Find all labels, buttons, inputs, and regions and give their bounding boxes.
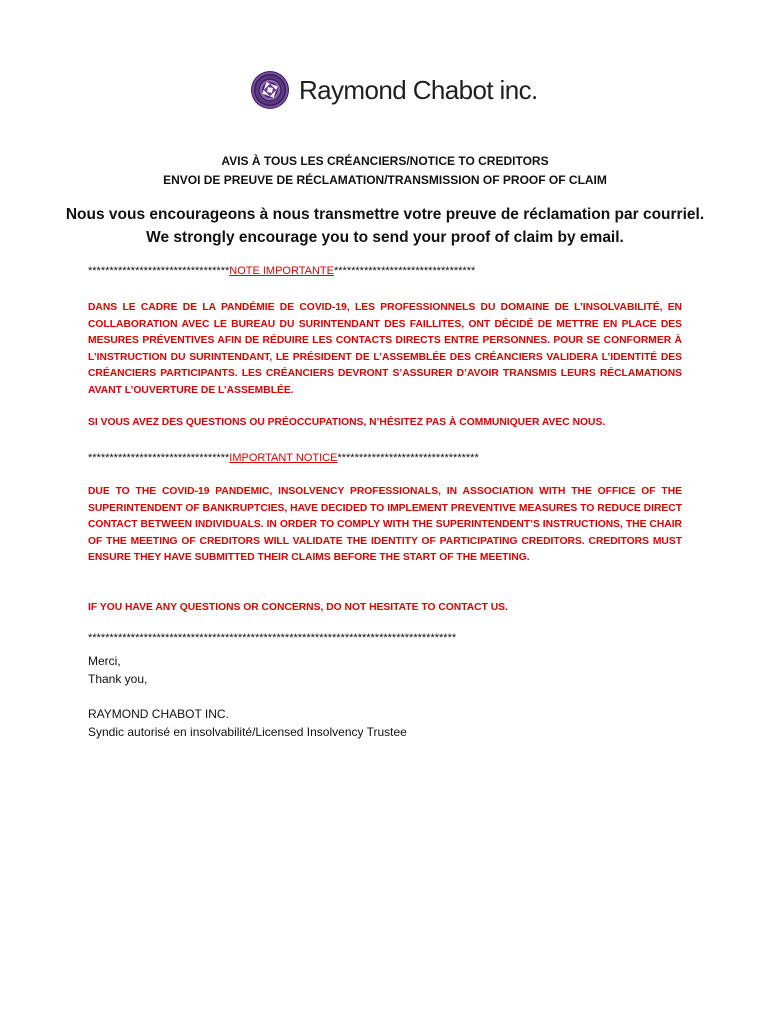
notice-heading-line1: AVIS À TOUS LES CRÉANCIERS/NOTICE TO CREDITORS [221,154,549,168]
notice-en-title: IMPORTANT NOTICE [229,452,338,464]
stars-left: ********************************* [88,452,230,464]
signature-firm: RAYMOND CHABOT INC. [88,707,229,721]
lead-french: Nous vous encourageons à nous transmettre votre preuve de réclamation par courriel. [65,206,705,223]
stars-right: ********************************* [337,452,479,464]
closing-merci: Merci, [88,654,121,668]
notice-heading-line2: ENVOI DE PREUVE DE RÉCLAMATION/TRANSMISSION OF PROOF OF CLAIM [163,173,607,187]
notice-en-body: DUE TO THE COVID-19 PANDEMIC, INSOLVENCY PROFESSIONALS, IN ASSOCIATION WITH THE OFFICE OF THE SUPERINTENDENT OF BANKRUPTCIES, HAVE DECIDED TO IMPLEMENT PREVENTIVE MEASURES TO REDUCE DIRECT CONTACT BETWEEN INDIVIDUALS. IN ORDER TO COMPLY WITH THE SUPERINTENDENT’S INSTRUCTIONS, THE CHAIR OF THE MEETING OF CREDITORS WILL VALIDATE THE IDENTITY OF PARTICIPATING CREDITORS. CREDITORS MUST ENSURE THEY HAVE SUBMITTED THEIR CLAIMS BEFORE THE START OF THE MEETING. [88,486,682,564]
notice-fr-questions: SI VOUS AVEZ DES QUESTIONS OU PRÉOCCUPATIONS, N’HÉSITEZ PAS À COMMUNIQUER AVEC NOUS. [88,417,606,428]
notice-fr-body: DANS LE CADRE DE LA PANDÉMIE DE COVID-19, LES PROFESSIONNELS DU DOMAINE DE L’INSOLVABILITÉ, EN COLLABORATION AVEC LE BUREAU DU SURINTENDANT DES FAILLITES, ONT DÉCIDÉ DE METTRE EN PLACE DES MESURES PRÉVENTIVES AFIN DE RÉDUIRE LES CONTACTS DIRECTS ENTRE PERSONNES. POUR SE CONFORMER À L’INSTRUCTION DU SURINTENDANT, LE PRÉSIDENT DE L’ASSEMBLÉE DES CRÉANCIERS VALIDERA L’IDENTITÉ DES CRÉANCIERS PARTICIPANTS. LES CRÉANCIERS DEVRONT S’ASSURER D’AVOIR TRANSMIS LEURS RÉCLAMATIONS AVANT L’OUVERTURE DE L’ASSEMBLÉE. [88,302,682,396]
stars-right: ********************************* [333,265,476,277]
lead-english: We strongly encourage you to send your proof of claim by email. [146,229,624,246]
signature-title: Syndic autorisé en insolvabilité/Licensed Insolvency Trustee [88,725,407,739]
separator-line: ************************************************************************************** [88,632,457,644]
closing-thanks: Thank you, [88,672,148,686]
notice-en-questions: IF YOU HAVE ANY QUESTIONS OR CONCERNS, DO NOT HESITATE TO CONTACT US. [88,602,508,613]
company-name: Raymond Chabot inc. [299,74,538,105]
stars-left: ********************************* [88,265,230,277]
raymond-chabot-logo-icon [250,70,290,110]
company-logo [250,70,538,110]
notice-en-banner [88,452,688,464]
notice-fr-title: NOTE IMPORTANTE [229,265,334,277]
notice-fr-banner [88,265,688,277]
